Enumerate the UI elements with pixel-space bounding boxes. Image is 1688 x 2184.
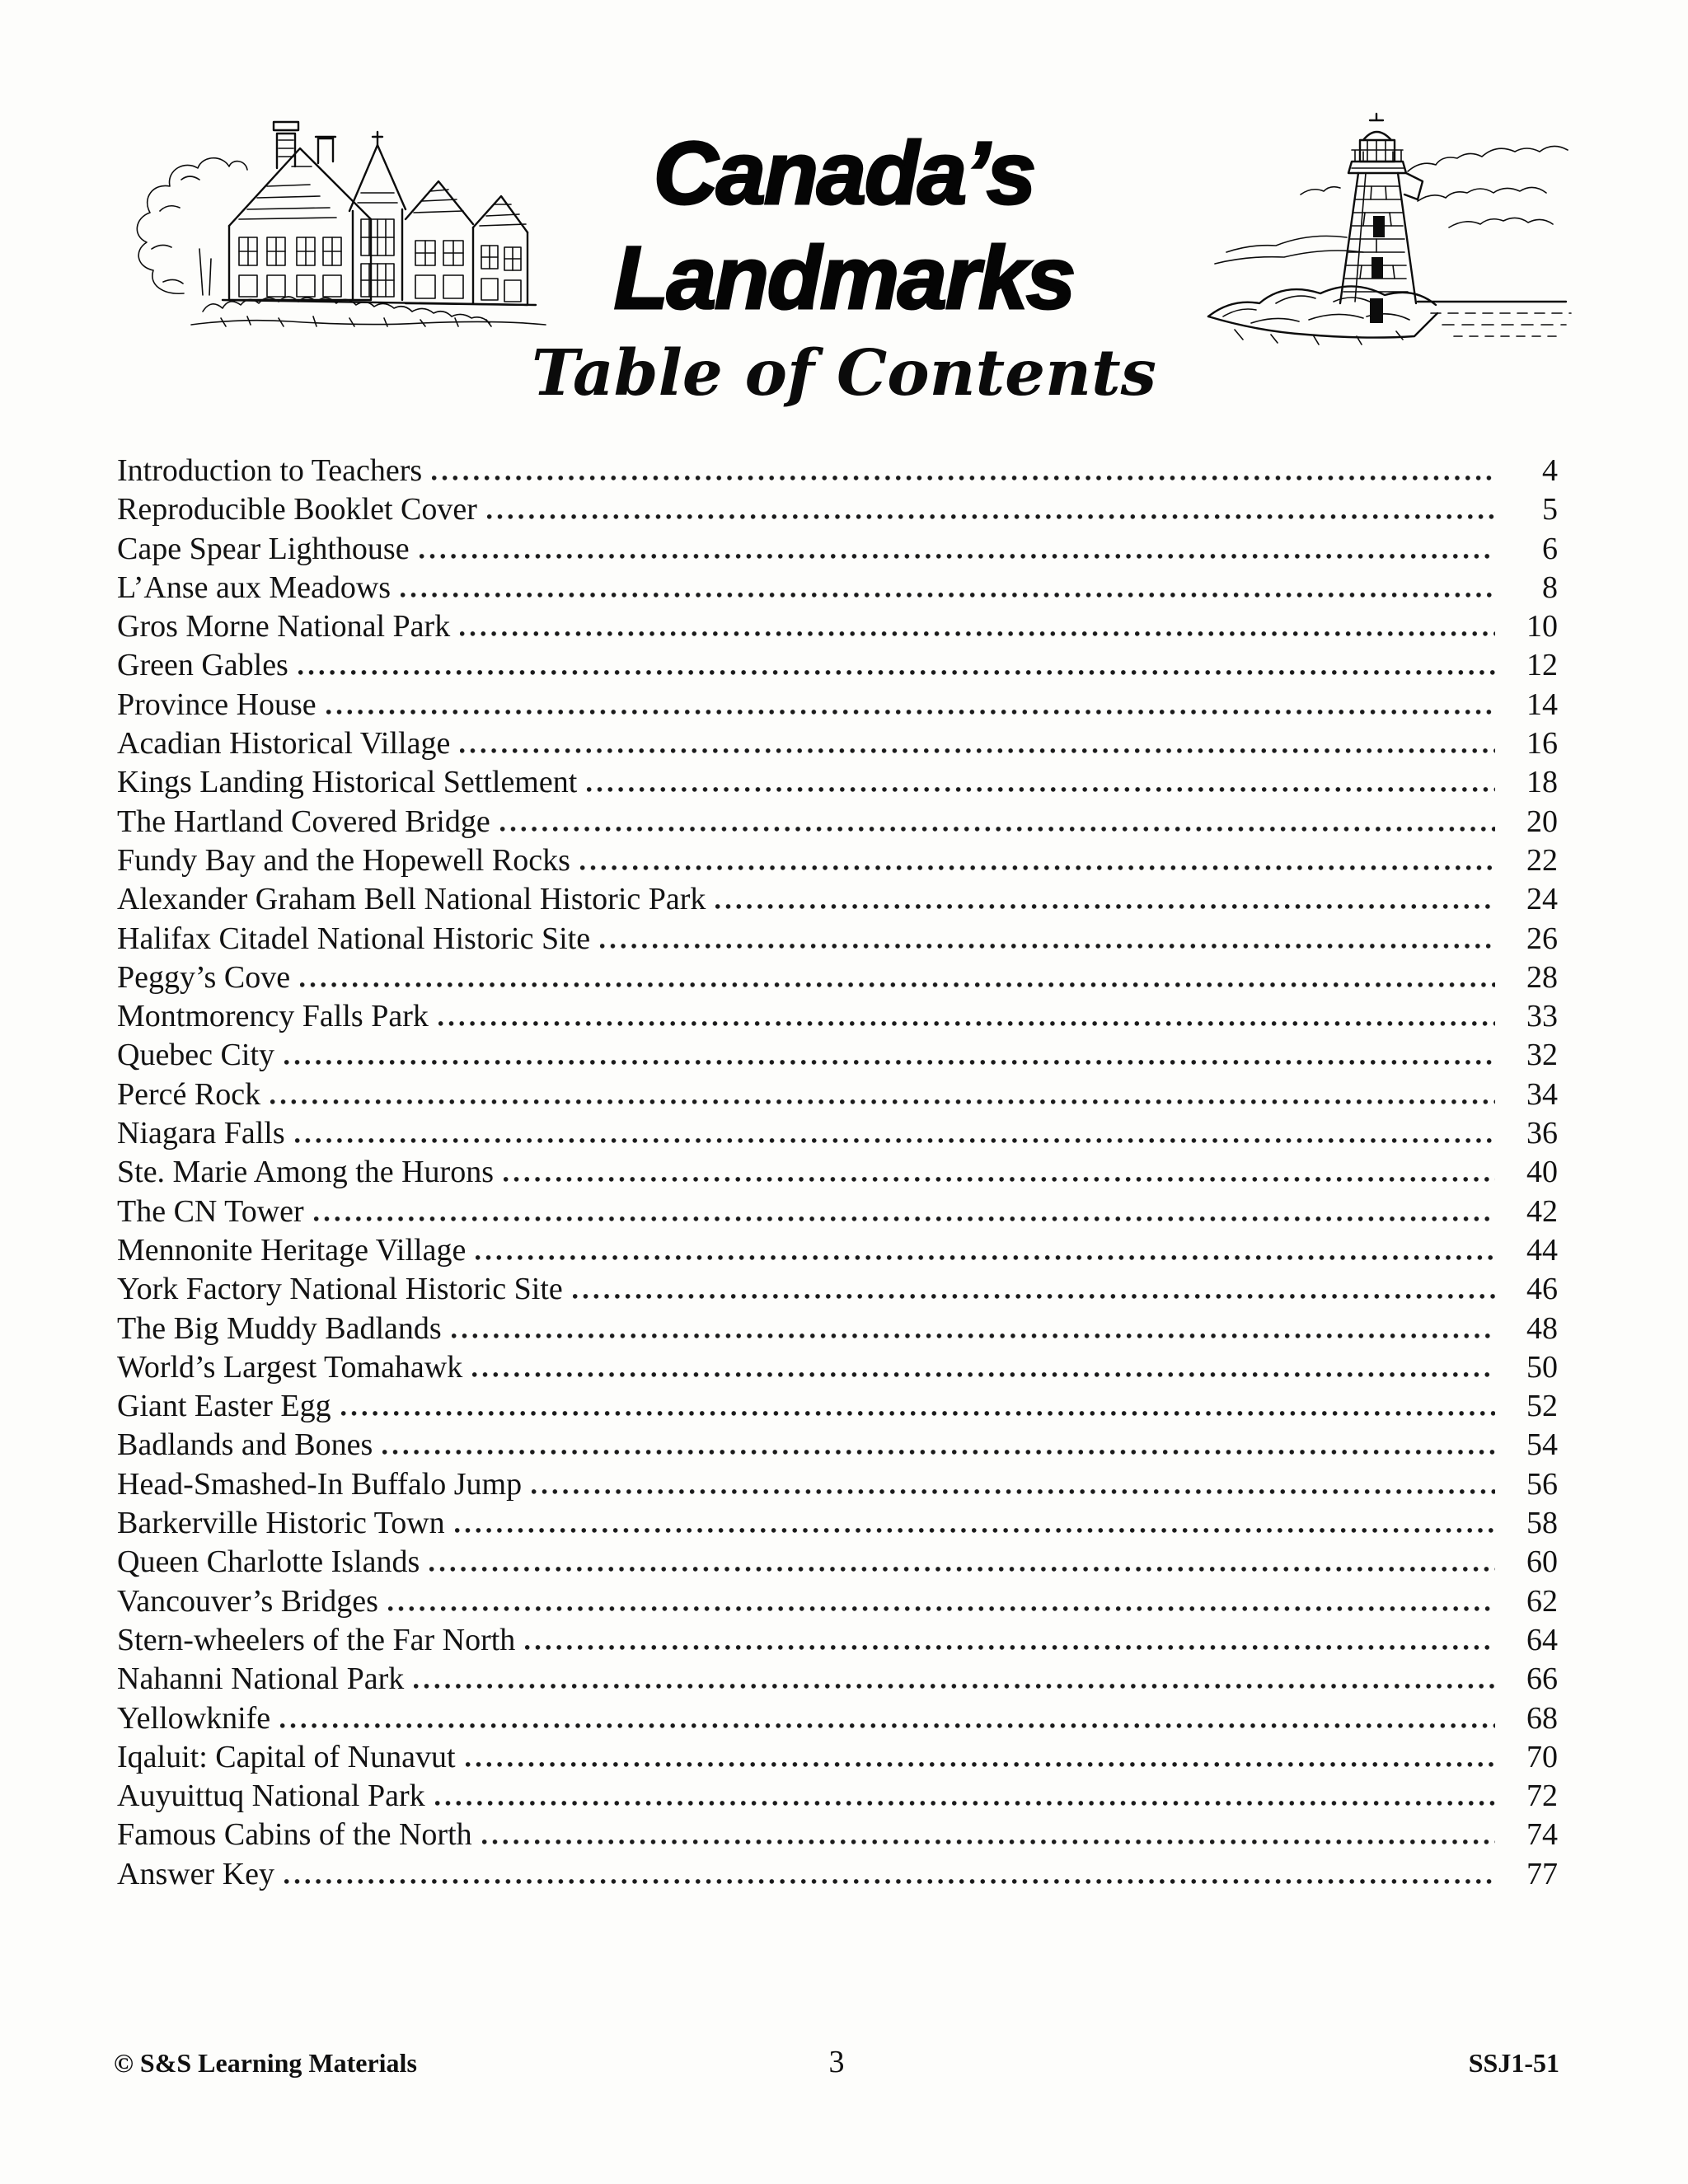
- dot-leader: [587, 787, 1495, 792]
- toc-entry-page: 60: [1526, 1544, 1558, 1580]
- dot-leader: [532, 1489, 1495, 1494]
- toc-entry-title: Barkerville Historic Town: [117, 1506, 445, 1541]
- toc-entry-title: Auyuittuq National Park: [117, 1779, 425, 1814]
- toc-entry-page: 8: [1542, 569, 1558, 605]
- footer-page-number: 3: [828, 2045, 845, 2079]
- toc-entry-title: The CN Tower: [117, 1193, 304, 1229]
- toc-entry-title: Iqaluit: Capital of Nunavut: [117, 1739, 456, 1774]
- toc-entry-title: Stern-wheelers of the Far North: [117, 1622, 516, 1657]
- dot-leader: [270, 1099, 1495, 1104]
- page-footer: [114, 2044, 1559, 2080]
- dot-leader: [452, 1333, 1495, 1338]
- dot-leader: [300, 982, 1495, 987]
- toc-entry-page: 14: [1526, 687, 1558, 722]
- toc-entry-title: Head-Smashed-In Buffalo Jump: [117, 1466, 523, 1502]
- toc-entry: [117, 647, 1558, 686]
- toc-entry-page: 36: [1526, 1116, 1558, 1151]
- toc-entry-page: 28: [1526, 959, 1558, 995]
- toc-entry-title: Famous Cabins of the North: [117, 1817, 472, 1853]
- dot-leader: [466, 1762, 1495, 1767]
- toc-entry: [117, 1739, 1558, 1778]
- dot-leader: [298, 670, 1495, 675]
- dot-leader: [580, 865, 1495, 870]
- toc-entry: [117, 1466, 1558, 1505]
- toc-entry-page: 32: [1526, 1038, 1558, 1073]
- dot-leader: [280, 1723, 1495, 1728]
- toc-entry-page: 26: [1526, 921, 1558, 956]
- toc-entry: [117, 452, 1558, 491]
- toc-entry-page: 46: [1526, 1272, 1558, 1307]
- toc-entry-title: The Big Muddy Badlands: [117, 1310, 442, 1346]
- toc-entry-title: Ste. Marie Among the Hurons: [117, 1155, 495, 1190]
- toc-entry: [117, 1310, 1558, 1349]
- toc-entry: [117, 1154, 1558, 1193]
- toc-entry: [117, 1271, 1558, 1310]
- toc-entry-title: Giant Easter Egg: [117, 1389, 331, 1424]
- dot-leader: [420, 554, 1495, 559]
- toc-entry: [117, 569, 1558, 608]
- dot-leader: [525, 1645, 1495, 1650]
- toc-entry-page: 56: [1526, 1466, 1558, 1502]
- toc-entry-page: 74: [1526, 1817, 1558, 1853]
- dot-leader: [487, 514, 1495, 519]
- toc-entry-page: 70: [1526, 1739, 1558, 1774]
- toc-entry-page: 44: [1526, 1232, 1558, 1268]
- toc-entry-title: Niagara Falls: [117, 1116, 285, 1151]
- toc-entry-page: 33: [1526, 999, 1558, 1034]
- toc-entry: [117, 842, 1558, 881]
- toc-entry-title: Introduction to Teachers: [117, 453, 423, 488]
- toc-entry-page: 6: [1542, 531, 1558, 566]
- toc-entry-title: Vancouver’s Bridges: [117, 1583, 378, 1619]
- toc-entry-title: Yellowknife: [117, 1700, 271, 1736]
- dot-leader: [401, 593, 1495, 598]
- toc-entry-page: 4: [1542, 453, 1558, 488]
- dot-leader: [460, 631, 1495, 636]
- toc-entry-page: 77: [1526, 1856, 1558, 1891]
- toc-entry-title: Badlands and Bones: [117, 1427, 373, 1463]
- footer-copyright: © S&S Learning Materials: [114, 2048, 417, 2078]
- dot-leader: [414, 1684, 1495, 1689]
- toc-entry-title: Kings Landing Historical Settlement: [117, 765, 578, 800]
- dot-leader: [460, 748, 1495, 753]
- toc-entry-title: Cape Spear Lighthouse: [117, 531, 410, 566]
- toc-entry-page: 48: [1526, 1310, 1558, 1346]
- toc-entry: [117, 1115, 1558, 1154]
- dot-leader: [429, 1567, 1495, 1572]
- toc-entry-title: Quebec City: [117, 1038, 275, 1073]
- toc-entry: [117, 1778, 1558, 1816]
- toc-entry-title: York Factory National Historic Site: [117, 1272, 563, 1307]
- dot-leader: [435, 1801, 1495, 1806]
- toc-entry: [117, 1076, 1558, 1115]
- footer-code: SSJ1-51: [1468, 2048, 1559, 2078]
- lighthouse-illustration: [1202, 96, 1585, 355]
- dot-leader: [295, 1138, 1495, 1143]
- toc-entry-title: Green Gables: [117, 648, 288, 683]
- dot-leader: [341, 1411, 1495, 1416]
- dot-leader: [438, 1021, 1495, 1026]
- toc-entry-page: 24: [1526, 882, 1558, 917]
- toc-entry-title: Peggy’s Cove: [117, 959, 291, 995]
- toc-entry-page: 64: [1526, 1622, 1558, 1657]
- subtitle-table-of-contents: Table of Contents: [531, 336, 1157, 410]
- toc-entry-page: 34: [1526, 1076, 1558, 1112]
- toc-entry-page: 62: [1526, 1583, 1558, 1619]
- toc-entry: [117, 1700, 1558, 1739]
- toc-entry: [117, 1816, 1558, 1855]
- dot-leader: [472, 1372, 1495, 1377]
- toc-entry: [117, 1232, 1558, 1271]
- toc-entry-page: 52: [1526, 1389, 1558, 1424]
- page-title-line2: Landmarks: [613, 227, 1075, 328]
- toc-entry-title: Reproducible Booklet Cover: [117, 492, 477, 527]
- toc-entry-title: Acadian Historical Village: [117, 726, 451, 762]
- dot-leader: [573, 1294, 1495, 1299]
- toc-entry: [117, 1037, 1558, 1076]
- toc-entry: [117, 725, 1558, 764]
- toc-entry-title: The Hartland Covered Bridge: [117, 804, 490, 839]
- dot-leader: [432, 476, 1495, 480]
- dot-leader: [284, 1879, 1495, 1884]
- dot-leader: [314, 1216, 1495, 1221]
- dot-leader: [482, 1840, 1495, 1844]
- dot-leader: [476, 1255, 1495, 1260]
- dot-leader: [500, 827, 1495, 832]
- toc-entry-page: 10: [1526, 609, 1558, 644]
- dot-leader: [504, 1177, 1495, 1182]
- toc-entry-page: 16: [1526, 726, 1558, 762]
- toc-entry: [117, 1388, 1558, 1427]
- dot-leader: [388, 1606, 1495, 1611]
- toc-entry-title: Province House: [117, 687, 316, 722]
- toc-entry: [117, 881, 1558, 920]
- toc-entry-page: 18: [1526, 765, 1558, 800]
- toc-entry: [117, 1856, 1558, 1895]
- toc-entry-title: Mennonite Heritage Village: [117, 1232, 467, 1268]
- toc-entry-title: Nahanni National Park: [117, 1661, 405, 1697]
- toc-entry-page: 40: [1526, 1155, 1558, 1190]
- dot-leader: [382, 1450, 1495, 1455]
- toc-entry-page: 68: [1526, 1700, 1558, 1736]
- dot-leader: [715, 904, 1495, 909]
- toc-entry: [117, 1505, 1558, 1544]
- toc-entry: [117, 1661, 1558, 1699]
- toc-entry-title: Answer Key: [117, 1856, 275, 1891]
- toc-entry-title: Gros Morne National Park: [117, 609, 451, 644]
- toc-entry-title: L’Anse aux Meadows: [117, 569, 392, 605]
- toc-entry-title: World’s Largest Tomahawk: [117, 1349, 463, 1385]
- toc-entry-page: 22: [1526, 842, 1558, 878]
- toc-entry-title: Montmorency Falls Park: [117, 999, 429, 1034]
- toc-list: [117, 452, 1558, 1895]
- toc-entry-title: Fundy Bay and the Hopewell Rocks: [117, 842, 570, 878]
- toc-entry-page: 72: [1526, 1779, 1558, 1814]
- toc-entry: [117, 921, 1558, 959]
- toc-entry: [117, 608, 1558, 647]
- toc-entry-page: 42: [1526, 1193, 1558, 1229]
- toc-entry: [117, 1349, 1558, 1388]
- toc-entry-page: 58: [1526, 1506, 1558, 1541]
- toc-entry-page: 12: [1526, 648, 1558, 683]
- dot-leader: [600, 944, 1495, 949]
- page-title-line1: Canada’s: [653, 123, 1035, 223]
- toc-entry-page: 50: [1526, 1349, 1558, 1385]
- toc-entry: [117, 1544, 1558, 1582]
- toc-entry: [117, 531, 1558, 569]
- toc-entry: [117, 1427, 1558, 1465]
- dot-leader: [455, 1528, 1495, 1533]
- toc-entry: [117, 1622, 1558, 1661]
- toc-entry-page: 54: [1526, 1427, 1558, 1463]
- toc-entry: [117, 687, 1558, 725]
- toc-entry: [117, 959, 1558, 998]
- toc-entry: [117, 998, 1558, 1037]
- toc-entry-title: Halifax Citadel National Historic Site: [117, 921, 591, 956]
- toc-entry-page: 66: [1526, 1661, 1558, 1697]
- toc-entry-page: 20: [1526, 804, 1558, 839]
- toc-entry: [117, 491, 1558, 530]
- toc-entry-page: 5: [1542, 492, 1558, 527]
- toc-entry: [117, 804, 1558, 842]
- dot-leader: [326, 710, 1495, 715]
- toc-entry-title: Percé Rock: [117, 1076, 261, 1112]
- toc-entry: [117, 1583, 1558, 1622]
- toc-entry-title: Alexander Graham Bell National Historic Park: [117, 882, 706, 917]
- toc-entry: [117, 764, 1558, 803]
- dot-leader: [284, 1060, 1495, 1065]
- toc-entry-title: Queen Charlotte Islands: [117, 1544, 420, 1580]
- toc-entry: [117, 1193, 1558, 1232]
